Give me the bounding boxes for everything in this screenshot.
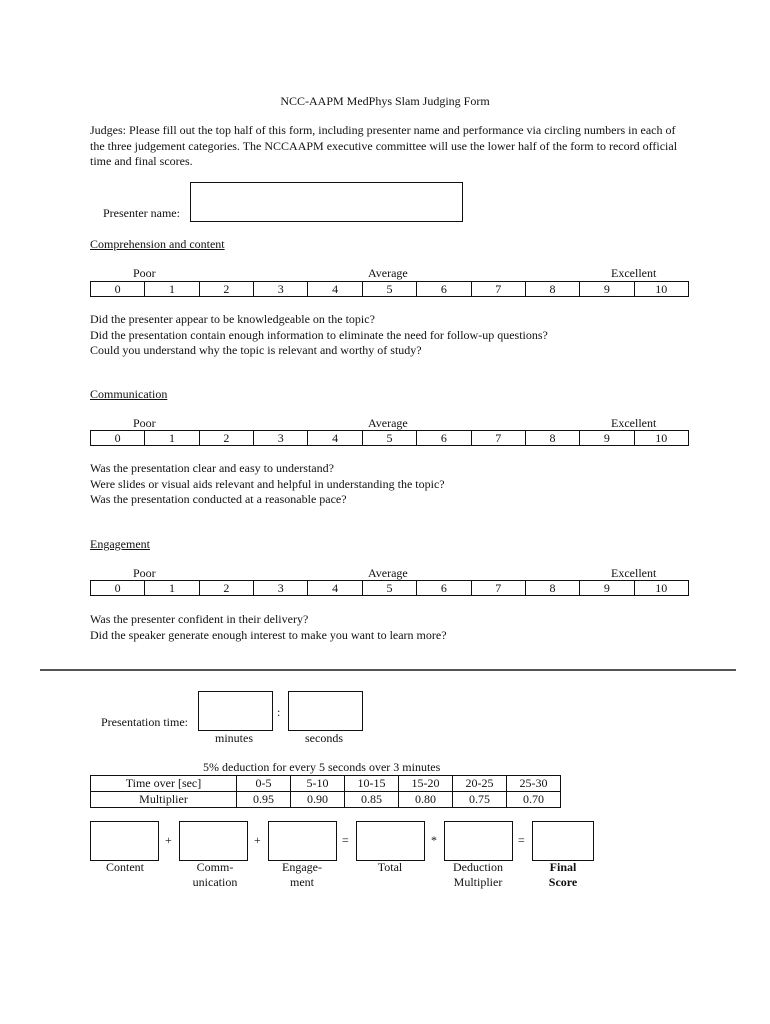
score-scale-engagement xyxy=(90,580,689,596)
deduction-caption: 5% deduction for every 5 seconds over 3 minutes xyxy=(203,760,441,774)
question: Could you understand why the topic is relevant and worthy of study? xyxy=(90,343,422,357)
minutes-field[interactable] xyxy=(198,691,273,731)
presenter-name-label: Presenter name: xyxy=(103,206,180,220)
deduction-multiplier-field[interactable] xyxy=(444,821,513,861)
questions-engagement xyxy=(90,612,447,643)
score-option[interactable]: 10 xyxy=(634,581,688,596)
section-heading-engagement: Engagement xyxy=(90,537,150,551)
seconds-label: seconds xyxy=(305,731,343,745)
score-option[interactable]: 0 xyxy=(91,431,145,446)
table-cell: 0.80 xyxy=(399,792,453,808)
score-option[interactable]: 5 xyxy=(362,581,416,596)
score-option[interactable]: 6 xyxy=(417,282,471,297)
score-option[interactable]: 10 xyxy=(634,431,688,446)
score-option[interactable]: 9 xyxy=(580,431,634,446)
question: Did the presentation contain enough information to eliminate the need for follow-up questions? xyxy=(90,327,548,342)
total-score-field[interactable] xyxy=(356,821,425,861)
score-option[interactable]: 6 xyxy=(417,581,471,596)
multiply-operator: * xyxy=(431,833,437,847)
time-colon: : xyxy=(277,705,281,719)
question: Was the presenter confident in their delivery? xyxy=(90,612,309,626)
question: Was the presentation conducted at a reasonable pace? xyxy=(90,492,347,506)
questions-comprehension xyxy=(90,312,548,359)
score-option[interactable]: 3 xyxy=(254,431,308,446)
score-option[interactable]: 1 xyxy=(145,431,199,446)
label-line: Multiplier xyxy=(453,875,503,889)
instructions: Judges: Please fill out the top half of this form, including presenter name and performance via circling numbers in each of the three judgement categories. The NCCAAPM executive committee will use the lower half of the form to record official time and final scores. xyxy=(90,123,678,168)
section-heading-comprehension: Comprehension and content xyxy=(90,237,225,251)
total-label xyxy=(345,860,435,875)
table-cell: 0-5 xyxy=(237,776,291,792)
plus-operator: + xyxy=(165,833,172,847)
score-option[interactable]: 3 xyxy=(254,282,308,297)
label-line: ment xyxy=(290,875,314,889)
deduction-multiplier-label xyxy=(433,860,523,890)
engagement-label xyxy=(257,860,347,890)
score-option[interactable]: 4 xyxy=(308,282,362,297)
scale-average-label: Average xyxy=(368,266,408,280)
section-divider xyxy=(40,669,736,671)
content-score-field[interactable] xyxy=(90,821,159,861)
score-option[interactable]: 9 xyxy=(580,581,634,596)
final-score-field[interactable] xyxy=(532,821,594,861)
score-option[interactable]: 8 xyxy=(525,282,579,297)
scale-poor-label: Poor xyxy=(133,266,156,280)
scale-average-label: Average xyxy=(368,416,408,430)
question: Was the presentation clear and easy to understand? xyxy=(90,461,334,475)
score-scale-comprehension xyxy=(90,281,689,297)
communication-label xyxy=(170,860,260,890)
table-cell: 0.85 xyxy=(345,792,399,808)
score-option[interactable]: 6 xyxy=(417,431,471,446)
form-title: NCC-AAPM MedPhys Slam Judging Form xyxy=(280,94,490,108)
score-option[interactable]: 4 xyxy=(308,581,362,596)
score-option[interactable]: 2 xyxy=(199,581,253,596)
label-line: Deduction xyxy=(453,860,503,874)
score-option[interactable]: 4 xyxy=(308,431,362,446)
table-header: Multiplier xyxy=(91,792,237,808)
question: Were slides or visual aids relevant and helpful in understanding the topic? xyxy=(90,476,445,491)
deduction-table xyxy=(90,775,561,808)
score-option[interactable]: 2 xyxy=(199,431,253,446)
score-option[interactable]: 7 xyxy=(471,431,525,446)
scale-average-label: Average xyxy=(368,566,408,580)
minutes-label: minutes xyxy=(215,731,253,745)
score-option[interactable]: 7 xyxy=(471,581,525,596)
question: Did the presenter appear to be knowledgeable on the topic? xyxy=(90,312,375,326)
question: Did the speaker generate enough interest to make you want to learn more? xyxy=(90,627,447,642)
plus-operator: + xyxy=(254,833,261,847)
equals-operator: = xyxy=(518,833,525,847)
table-cell: 0.75 xyxy=(453,792,507,808)
engagement-score-field[interactable] xyxy=(268,821,337,861)
scale-poor-label: Poor xyxy=(133,566,156,580)
seconds-field[interactable] xyxy=(288,691,363,731)
presenter-name-field[interactable] xyxy=(190,182,463,222)
score-option[interactable]: 8 xyxy=(525,431,579,446)
scale-excellent-label: Excellent xyxy=(611,266,657,280)
score-option[interactable]: 1 xyxy=(145,282,199,297)
scale-poor-label: Poor xyxy=(133,416,156,430)
final-score-label xyxy=(518,860,608,890)
score-option[interactable]: 1 xyxy=(145,581,199,596)
label-line: Score xyxy=(548,875,578,889)
score-option[interactable]: 10 xyxy=(634,282,688,297)
presentation-time-label: Presentation time: xyxy=(101,715,188,729)
table-cell: 0.90 xyxy=(291,792,345,808)
score-option[interactable]: 9 xyxy=(580,282,634,297)
score-scale-communication xyxy=(90,430,689,446)
score-option[interactable]: 0 xyxy=(91,581,145,596)
section-heading-communication: Communication xyxy=(90,387,168,401)
table-cell: 15-20 xyxy=(399,776,453,792)
score-option[interactable]: 0 xyxy=(91,282,145,297)
questions-communication xyxy=(90,461,445,508)
table-cell: 0.95 xyxy=(237,792,291,808)
label-line: Comm- xyxy=(196,860,234,874)
label-line: Total xyxy=(377,860,403,874)
score-option[interactable]: 3 xyxy=(254,581,308,596)
score-option[interactable]: 5 xyxy=(362,431,416,446)
table-row xyxy=(91,792,561,808)
label-line: Final xyxy=(549,860,577,874)
table-cell: 10-15 xyxy=(345,776,399,792)
score-option[interactable]: 8 xyxy=(525,581,579,596)
table-row xyxy=(91,776,561,792)
communication-score-field[interactable] xyxy=(179,821,248,861)
table-header: Time over [sec] xyxy=(91,776,237,792)
score-option[interactable]: 7 xyxy=(471,282,525,297)
table-cell: 20-25 xyxy=(453,776,507,792)
score-option[interactable]: 2 xyxy=(199,282,253,297)
score-option[interactable]: 5 xyxy=(362,282,416,297)
table-cell: 0.70 xyxy=(507,792,561,808)
equals-operator: = xyxy=(342,833,349,847)
label-line: unication xyxy=(192,875,238,889)
label-line: Engage- xyxy=(282,860,322,874)
content-label xyxy=(80,860,170,875)
table-cell: 25-30 xyxy=(507,776,561,792)
scale-excellent-label: Excellent xyxy=(611,416,657,430)
scale-excellent-label: Excellent xyxy=(611,566,657,580)
table-cell: 5-10 xyxy=(291,776,345,792)
label-line: Content xyxy=(106,860,144,874)
